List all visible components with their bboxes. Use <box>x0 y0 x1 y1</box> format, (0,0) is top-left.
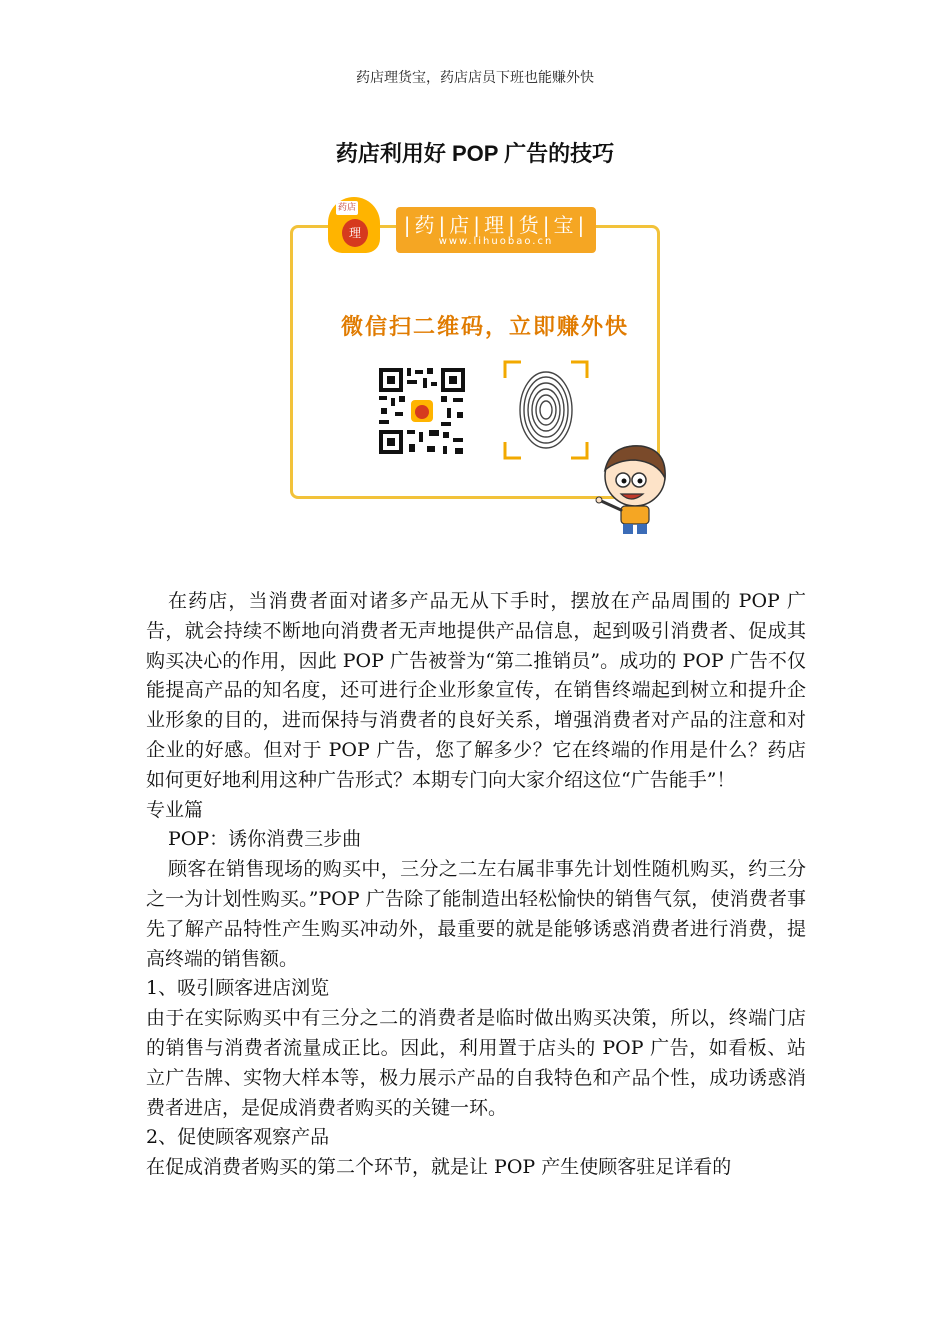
logo-bag-icon <box>328 197 380 253</box>
section-subtitle: POP：诱你消费三步曲 <box>168 828 362 851</box>
paragraph-step-2: 在促成消费者购买的第二个环节，就是让 POP 产生使顾客驻足详看的 <box>146 1156 732 1179</box>
paragraph-intro: 在药店，当消费者面对诸多产品无从下手时，摆放在产品周围的 POP 广告，就会持续不断地向消费者无声地提供产品信息，起到吸引消费者、促成其购买决心的作用，因此 POP 广告被誉为“第二推销员”。成功的 POP 广告不仅能提高产品的知名度，还可进行企业形象宣传，在销售终端起到树立和提升企业形象的目的，进而保持与消费者的良好关系，增强消费者对产品的注意和对企业的好感。但对于 POP 广告，您了解多少？它在终端的作用是什么？药店如何更好地利用这种广告形式？本期专门向大家介绍这位“广告能手”！ <box>146 590 806 791</box>
page-header: 药店理货宝，药店店员下班也能赚外快 <box>356 70 594 86</box>
article-body <box>146 587 806 1183</box>
section-heading: 专业篇 <box>146 798 204 821</box>
promo-banner <box>284 195 668 507</box>
brand-box <box>396 207 596 253</box>
heading-step-2: 2、促使顾客观察产品 <box>146 1126 330 1149</box>
cartoon-boy-icon <box>591 440 671 536</box>
page-title: 药店利用好 POP 广告的技巧 <box>335 141 615 166</box>
logo-char: 理 <box>342 219 368 247</box>
heading-step-1: 1、吸引顾客进店浏览 <box>146 977 330 1000</box>
qr-code-icon <box>377 366 467 456</box>
banner-slogan: 微信扫二维码，立即赚外快 <box>340 315 629 340</box>
brand-url: www.lihuobao.cn <box>438 236 554 247</box>
fingerprint-icon <box>503 360 589 460</box>
banner-frame <box>290 225 660 499</box>
logo-tag: 药店 <box>337 203 356 213</box>
paragraph-step-1: 由于在实际购买中有三分之二的消费者是临时做出购买决策，所以，终端门店的销售与消费者流量成正比。因此，利用置于店头的 POP 广告，如看板、站立广告牌、实物大样本等，极力展示产品的自我特色和产品个性，成功诱惑消费者进店，是促成消费者购买的关键一环。 <box>146 1007 806 1119</box>
paragraph-purchase: 顾客在销售现场的购买中，三分之二左右属非事先计划性随机购买，约三分之一为计划性购买。”POP 广告除了能制造出轻松愉快的销售气氛，使消费者事先了解产品特性产生购买冲动外，最重要的就是能够诱惑消费者进行消费，提高终端的销售额。 <box>146 858 806 970</box>
brand-name: |药|店|理|货|宝| <box>403 213 589 237</box>
